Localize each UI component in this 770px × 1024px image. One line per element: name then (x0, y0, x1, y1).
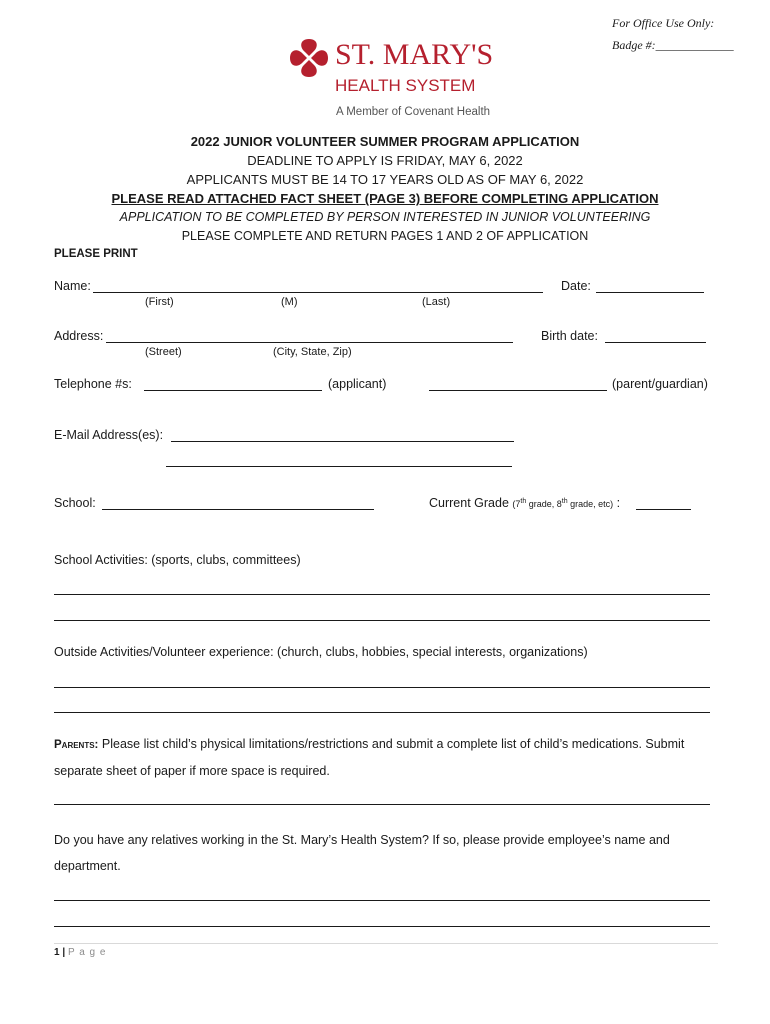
school-input-line[interactable] (102, 509, 374, 510)
name-label: Name: (54, 279, 91, 293)
outside-activities-label: Outside Activities/Volunteer experience: (church, clubs, hobbies, special interests, organizations) (54, 645, 588, 659)
parents-instruction-2: separate sheet of paper if more space is required. (54, 764, 330, 778)
date-input-line[interactable] (596, 292, 704, 293)
relatives-question-2: department. (54, 859, 121, 873)
telephone-label: Telephone #s: (54, 377, 132, 391)
logo-member-text: A Member of Covenant Health (336, 106, 491, 118)
relatives-line-2[interactable] (54, 926, 710, 927)
logo-name-line2: HEALTH SYSTEM (335, 76, 476, 95)
name-first-caption: (First) (145, 296, 174, 308)
parents-lead: Parents: (54, 739, 99, 751)
address-input-line[interactable] (106, 342, 513, 343)
please-print-label: PLEASE PRINT (54, 248, 138, 260)
page-number: 1 (54, 947, 60, 958)
page-footer (54, 947, 106, 958)
school-label: School: (54, 496, 96, 510)
parent-caption: (parent/guardian) (612, 377, 708, 391)
grade-colon: : (616, 496, 621, 510)
page-title: 2022 JUNIOR VOLUNTEER SUMMER PROGRAM APPLICATION (190, 134, 580, 149)
parents-instruction (54, 737, 684, 751)
logo-name-line1: ST. MARY'S (335, 38, 494, 71)
grade-hint-c: grade, etc) (567, 499, 614, 509)
relatives-question: Do you have any relatives working in the St. Mary’s Health System? If so, please provide employee’s name and (54, 833, 670, 847)
address-city-caption: (City, State, Zip) (273, 346, 352, 358)
fact-sheet-notice: PLEASE READ ATTACHED FACT SHEET (PAGE 3) BEFORE COMPLETING APPLICATION (111, 191, 659, 206)
age-requirement-text: APPLICANTS MUST BE 14 TO 17 YEARS OLD AS OF MAY 6, 2022 (186, 172, 584, 187)
applicant-phone-line[interactable] (144, 390, 322, 391)
grade-input-line[interactable] (636, 509, 691, 510)
grade-label (429, 496, 620, 510)
outside-activities-line-2[interactable] (54, 712, 710, 713)
grade-hint-sup1: th (520, 498, 527, 505)
email-input-line-2[interactable] (166, 466, 512, 467)
page-word: P a g e (67, 947, 107, 958)
parents-text: Please list child’s physical limitations/restrictions and submit a complete list of child’s medications. Submit (101, 737, 685, 751)
medications-line[interactable] (54, 804, 710, 805)
office-use-label: For Office Use Only: (612, 16, 715, 30)
grade-hint-a: (7 (512, 499, 521, 509)
grade-hint (512, 499, 613, 509)
birth-date-label: Birth date: (541, 329, 598, 343)
email-label: E-Mail Address(es): (54, 428, 164, 442)
relatives-line-1[interactable] (54, 900, 710, 901)
page-separator: | (62, 947, 66, 958)
school-activities-label: School Activities: (sports, clubs, committees) (54, 553, 301, 567)
birth-date-input-line[interactable] (605, 342, 706, 343)
st-marys-logo-icon (288, 37, 330, 79)
school-activities-line-2[interactable] (54, 620, 710, 621)
address-street-caption: (Street) (145, 346, 182, 358)
grade-label-text: Current Grade (429, 496, 509, 510)
date-label: Date: (561, 279, 591, 293)
name-input-line[interactable] (93, 292, 543, 293)
return-pages-notice: PLEASE COMPLETE AND RETURN PAGES 1 AND 2 OF APPLICATION (181, 229, 589, 243)
deadline-text: DEADLINE TO APPLY IS FRIDAY, MAY 6, 2022 (247, 153, 523, 168)
school-activities-line-1[interactable] (54, 594, 710, 595)
footer-divider (54, 943, 718, 944)
email-input-line-1[interactable] (171, 441, 514, 442)
completed-by-notice: APPLICATION TO BE COMPLETED BY PERSON INTERESTED IN JUNIOR VOLUNTEERING (119, 210, 651, 224)
parent-phone-line[interactable] (429, 390, 607, 391)
grade-hint-b: grade, 8 (526, 499, 562, 509)
badge-field: Badge #:_____________ (612, 38, 734, 52)
applicant-caption: (applicant) (328, 377, 387, 391)
name-last-caption: (Last) (422, 296, 451, 308)
address-label: Address: (54, 329, 104, 343)
name-middle-caption: (M) (281, 296, 298, 308)
grade-hint-sup2: th (561, 498, 568, 505)
outside-activities-line-1[interactable] (54, 687, 710, 688)
